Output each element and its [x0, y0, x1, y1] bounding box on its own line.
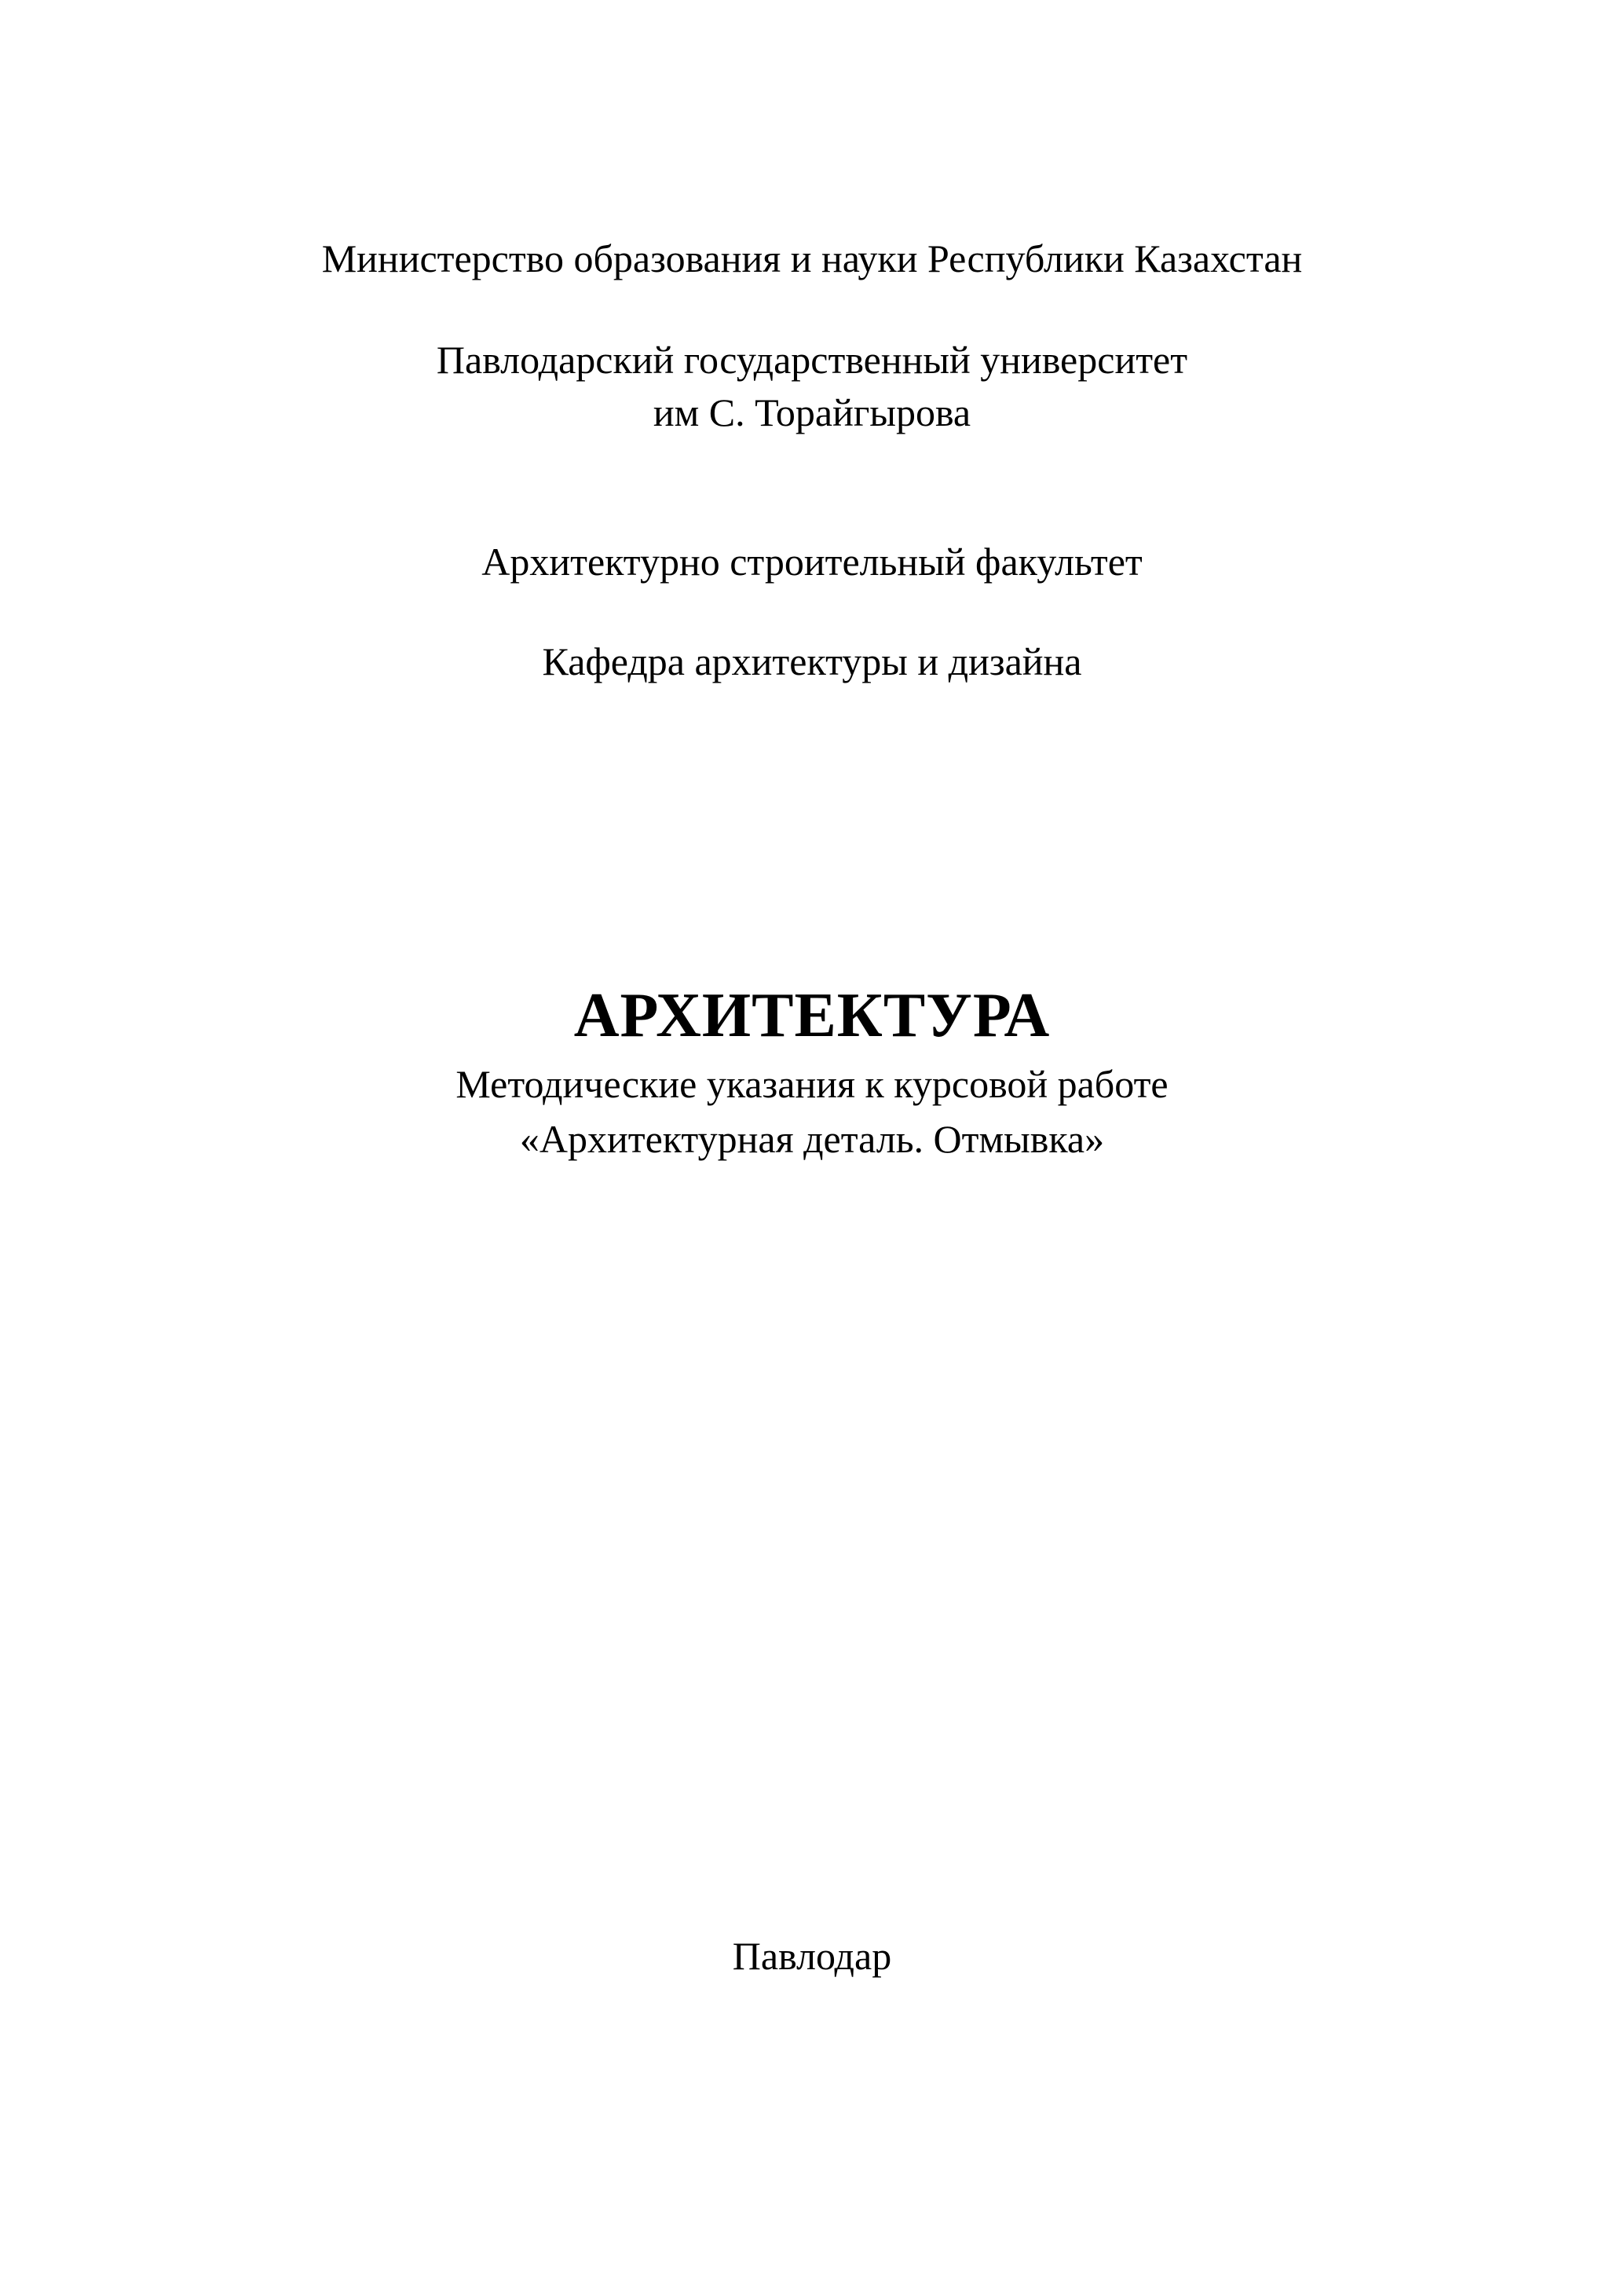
publication-city: Павлодар — [732, 1934, 892, 1978]
document-title: АРХИТЕКТУРА — [573, 981, 1051, 1050]
university-name-line1: Павлодарский государственный университет — [436, 338, 1188, 382]
ministry-name: Министерство образования и науки Республики Казахстан — [321, 236, 1303, 280]
university-name-line2: им С. Торайгырова — [653, 390, 971, 434]
department-name: Кафедра архитектуры и дизайна — [542, 639, 1082, 683]
faculty-name: Архитектурно строительный факультет — [481, 540, 1143, 584]
document-subtitle-line2: «Архитектурная деталь. Отмывка» — [519, 1117, 1105, 1161]
document-subtitle-line1: Методические указания к курсовой работе — [455, 1062, 1169, 1106]
